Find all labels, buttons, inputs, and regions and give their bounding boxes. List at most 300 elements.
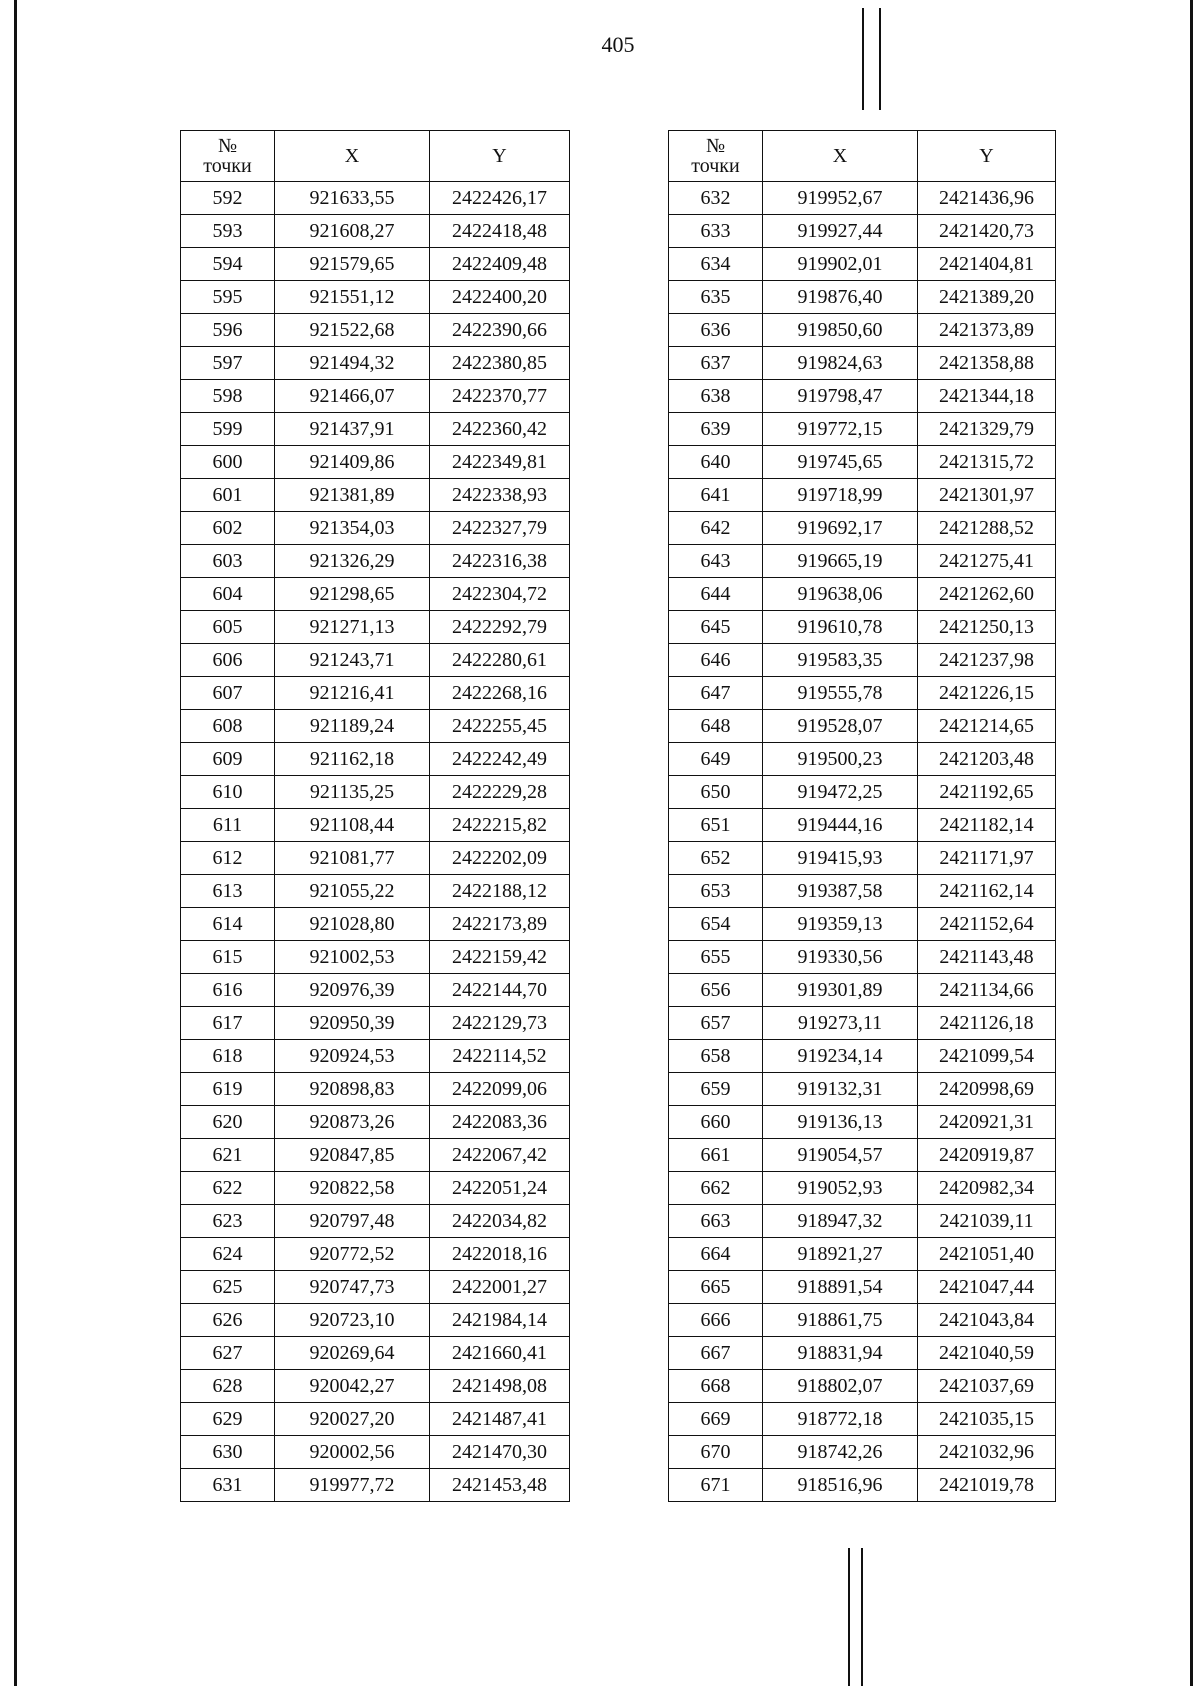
cell-x: 920873,26 [275, 1106, 430, 1139]
cell-point-number: 622 [181, 1172, 275, 1205]
cell-y: 2421498,08 [430, 1370, 570, 1403]
cell-point-number: 620 [181, 1106, 275, 1139]
cell-point-number: 651 [669, 809, 763, 842]
cell-y: 2421373,89 [918, 314, 1056, 347]
cell-y: 2422304,72 [430, 578, 570, 611]
table-row [669, 743, 1056, 776]
table-row [669, 1205, 1056, 1238]
cell-x: 919952,67 [763, 182, 918, 215]
table-row [181, 677, 570, 710]
table-row [181, 545, 570, 578]
cell-point-number: 607 [181, 677, 275, 710]
table-row [181, 611, 570, 644]
cell-x: 921579,65 [275, 248, 430, 281]
cell-point-number: 597 [181, 347, 275, 380]
table-row [669, 347, 1056, 380]
cell-y: 2422426,17 [430, 182, 570, 215]
cell-x: 919132,31 [763, 1073, 918, 1106]
cell-x: 918921,27 [763, 1238, 918, 1271]
table-row [181, 182, 570, 215]
cell-x: 919692,17 [763, 512, 918, 545]
cell-point-number: 668 [669, 1370, 763, 1403]
table-row [181, 1172, 570, 1205]
table-row [669, 545, 1056, 578]
cell-x: 920924,53 [275, 1040, 430, 1073]
table-row [181, 1205, 570, 1238]
table-row [669, 941, 1056, 974]
cell-point-number: 599 [181, 413, 275, 446]
cell-x: 919772,15 [763, 413, 918, 446]
cell-y: 2421487,41 [430, 1403, 570, 1436]
cell-y: 2422400,20 [430, 281, 570, 314]
cell-y: 2421039,11 [918, 1205, 1056, 1238]
cell-x: 921055,22 [275, 875, 430, 908]
cell-point-number: 619 [181, 1073, 275, 1106]
table-row [669, 776, 1056, 809]
cell-x: 921466,07 [275, 380, 430, 413]
cell-x: 921108,44 [275, 809, 430, 842]
cell-y: 2422202,09 [430, 842, 570, 875]
cell-x: 919234,14 [763, 1040, 918, 1073]
header-point-number [669, 131, 763, 182]
cell-x: 919745,65 [763, 446, 918, 479]
cell-x: 918802,07 [763, 1370, 918, 1403]
table-row [181, 512, 570, 545]
cell-y: 2421275,41 [918, 545, 1056, 578]
cell-x: 921608,27 [275, 215, 430, 248]
cell-x: 921028,80 [275, 908, 430, 941]
table-row [669, 248, 1056, 281]
cell-y: 2422129,73 [430, 1007, 570, 1040]
cell-point-number: 636 [669, 314, 763, 347]
cell-y: 2421344,18 [918, 380, 1056, 413]
cell-x: 921381,89 [275, 479, 430, 512]
cell-y: 2421192,65 [918, 776, 1056, 809]
cell-x: 920002,56 [275, 1436, 430, 1469]
table-row [669, 644, 1056, 677]
table-row [181, 446, 570, 479]
cell-point-number: 609 [181, 743, 275, 776]
table-row [181, 1007, 570, 1040]
table-row [669, 809, 1056, 842]
cell-point-number: 649 [669, 743, 763, 776]
cell-y: 2422083,36 [430, 1106, 570, 1139]
table-row [181, 644, 570, 677]
cell-point-number: 612 [181, 842, 275, 875]
cell-x: 921298,65 [275, 578, 430, 611]
table-row [181, 281, 570, 314]
cell-x: 919301,89 [763, 974, 918, 1007]
cell-point-number: 606 [181, 644, 275, 677]
table-row [669, 677, 1056, 710]
cell-point-number: 670 [669, 1436, 763, 1469]
cell-point-number: 601 [181, 479, 275, 512]
cell-point-number: 605 [181, 611, 275, 644]
cell-point-number: 667 [669, 1337, 763, 1370]
cell-point-number: 662 [669, 1172, 763, 1205]
cell-y: 2421315,72 [918, 446, 1056, 479]
cell-x: 919665,19 [763, 545, 918, 578]
cell-point-number: 637 [669, 347, 763, 380]
cell-point-number: 643 [669, 545, 763, 578]
page-number: 405 [601, 32, 635, 57]
cell-y: 2420919,87 [918, 1139, 1056, 1172]
cell-point-number: 655 [669, 941, 763, 974]
cell-x: 921162,18 [275, 743, 430, 776]
table-row [181, 1403, 570, 1436]
cell-y: 2422215,82 [430, 809, 570, 842]
cell-x: 920847,85 [275, 1139, 430, 1172]
table-row [669, 182, 1056, 215]
cell-point-number: 604 [181, 578, 275, 611]
cell-x: 920950,39 [275, 1007, 430, 1040]
cell-y: 2421660,41 [430, 1337, 570, 1370]
cell-x: 921633,55 [275, 182, 430, 215]
cell-y: 2421047,44 [918, 1271, 1056, 1304]
cell-x: 919977,72 [275, 1469, 430, 1502]
scan-mark-bottom-2 [861, 1548, 863, 1686]
table-row [669, 842, 1056, 875]
table-row [181, 1238, 570, 1271]
table-row [181, 479, 570, 512]
cell-x: 921081,77 [275, 842, 430, 875]
cell-x: 919528,07 [763, 710, 918, 743]
cell-x: 920772,52 [275, 1238, 430, 1271]
cell-point-number: 608 [181, 710, 275, 743]
table-row [669, 974, 1056, 1007]
scan-edge-right [1190, 0, 1193, 1686]
cell-point-number: 635 [669, 281, 763, 314]
cell-point-number: 603 [181, 545, 275, 578]
cell-point-number: 629 [181, 1403, 275, 1436]
cell-y: 2422280,61 [430, 644, 570, 677]
cell-point-number: 631 [181, 1469, 275, 1502]
cell-x: 919273,11 [763, 1007, 918, 1040]
cell-point-number: 665 [669, 1271, 763, 1304]
cell-y: 2422173,89 [430, 908, 570, 941]
cell-point-number: 610 [181, 776, 275, 809]
table-row [181, 1073, 570, 1106]
table-row [669, 1370, 1056, 1403]
table-row [669, 1139, 1056, 1172]
cell-point-number: 652 [669, 842, 763, 875]
table-row [181, 875, 570, 908]
cell-point-number: 653 [669, 875, 763, 908]
cell-y: 2422242,49 [430, 743, 570, 776]
cell-x: 919610,78 [763, 611, 918, 644]
table-row [669, 413, 1056, 446]
cell-x: 919472,25 [763, 776, 918, 809]
cell-x: 919444,16 [763, 809, 918, 842]
cell-point-number: 642 [669, 512, 763, 545]
table-row [181, 1106, 570, 1139]
cell-point-number: 658 [669, 1040, 763, 1073]
cell-x: 920723,10 [275, 1304, 430, 1337]
table-row [181, 380, 570, 413]
cell-point-number: 628 [181, 1370, 275, 1403]
cell-point-number: 618 [181, 1040, 275, 1073]
cell-point-number: 634 [669, 248, 763, 281]
cell-point-number: 656 [669, 974, 763, 1007]
cell-point-number: 644 [669, 578, 763, 611]
cell-point-number: 647 [669, 677, 763, 710]
table-row [669, 446, 1056, 479]
cell-point-number: 627 [181, 1337, 275, 1370]
cell-point-number: 659 [669, 1073, 763, 1106]
cell-x: 918891,54 [763, 1271, 918, 1304]
cell-y: 2422349,81 [430, 446, 570, 479]
table-row [669, 578, 1056, 611]
cell-y: 2421037,69 [918, 1370, 1056, 1403]
cell-point-number: 630 [181, 1436, 275, 1469]
cell-point-number: 615 [181, 941, 275, 974]
cell-y: 2421250,13 [918, 611, 1056, 644]
scan-mark-top-2 [879, 8, 881, 110]
table-row [181, 215, 570, 248]
cell-point-number: 617 [181, 1007, 275, 1040]
cell-point-number: 633 [669, 215, 763, 248]
cell-y: 2422099,06 [430, 1073, 570, 1106]
cell-point-number: 596 [181, 314, 275, 347]
table-row [669, 512, 1056, 545]
table-row [669, 1238, 1056, 1271]
table-row [669, 710, 1056, 743]
cell-x: 920898,83 [275, 1073, 430, 1106]
cell-x: 919500,23 [763, 743, 918, 776]
cell-point-number: 661 [669, 1139, 763, 1172]
cell-x: 919902,01 [763, 248, 918, 281]
table-row [669, 611, 1056, 644]
cell-point-number: 645 [669, 611, 763, 644]
cell-x: 919850,60 [763, 314, 918, 347]
cell-x: 918861,75 [763, 1304, 918, 1337]
cell-y: 2422051,24 [430, 1172, 570, 1205]
table-row [669, 1172, 1056, 1205]
table-row [669, 1106, 1056, 1139]
cell-y: 2421984,14 [430, 1304, 570, 1337]
cell-x: 919054,57 [763, 1139, 918, 1172]
cell-point-number: 616 [181, 974, 275, 1007]
table-row [181, 842, 570, 875]
cell-y: 2422067,42 [430, 1139, 570, 1172]
table-row [181, 710, 570, 743]
cell-x: 919359,13 [763, 908, 918, 941]
table-row [181, 413, 570, 446]
cell-point-number: 594 [181, 248, 275, 281]
cell-x: 921551,12 [275, 281, 430, 314]
header-num-word: точки [691, 155, 740, 177]
cell-y: 2422327,79 [430, 512, 570, 545]
table-row [181, 1337, 570, 1370]
table-row [181, 776, 570, 809]
cell-x: 921216,41 [275, 677, 430, 710]
cell-y: 2422390,66 [430, 314, 570, 347]
table-header-row [181, 131, 570, 182]
coordinates-table-left [180, 130, 570, 1502]
cell-y: 2422292,79 [430, 611, 570, 644]
table-row [181, 743, 570, 776]
cell-point-number: 666 [669, 1304, 763, 1337]
table-row [669, 875, 1056, 908]
cell-x: 920027,20 [275, 1403, 430, 1436]
cell-x: 919136,13 [763, 1106, 918, 1139]
cell-y: 2421162,14 [918, 875, 1056, 908]
cell-point-number: 660 [669, 1106, 763, 1139]
cell-x: 919638,06 [763, 578, 918, 611]
cell-point-number: 648 [669, 710, 763, 743]
scan-edge-left [14, 0, 17, 1686]
cell-x: 919824,63 [763, 347, 918, 380]
cell-point-number: 669 [669, 1403, 763, 1436]
cell-y: 2421237,98 [918, 644, 1056, 677]
cell-point-number: 593 [181, 215, 275, 248]
table-row [669, 1403, 1056, 1436]
cell-y: 2421470,30 [430, 1436, 570, 1469]
cell-point-number: 611 [181, 809, 275, 842]
cell-x: 919330,56 [763, 941, 918, 974]
cell-y: 2422159,42 [430, 941, 570, 974]
cell-point-number: 602 [181, 512, 275, 545]
cell-y: 2422188,12 [430, 875, 570, 908]
cell-y: 2422114,52 [430, 1040, 570, 1073]
table-row [181, 809, 570, 842]
cell-y: 2422034,82 [430, 1205, 570, 1238]
cell-y: 2420998,69 [918, 1073, 1056, 1106]
cell-x: 921437,91 [275, 413, 430, 446]
cell-point-number: 598 [181, 380, 275, 413]
table-row [181, 578, 570, 611]
cell-x: 919798,47 [763, 380, 918, 413]
table-row [181, 248, 570, 281]
cell-point-number: 657 [669, 1007, 763, 1040]
cell-y: 2421301,97 [918, 479, 1056, 512]
cell-x: 919718,99 [763, 479, 918, 512]
cell-point-number: 640 [669, 446, 763, 479]
cell-point-number: 614 [181, 908, 275, 941]
cell-x: 918947,32 [763, 1205, 918, 1238]
cell-x: 921354,03 [275, 512, 430, 545]
cell-y: 2421171,97 [918, 842, 1056, 875]
cell-x: 918772,18 [763, 1403, 918, 1436]
table-row [669, 314, 1056, 347]
scan-mark-top-1 [862, 8, 864, 110]
cell-y: 2421099,54 [918, 1040, 1056, 1073]
cell-point-number: 592 [181, 182, 275, 215]
table-row [669, 1073, 1056, 1106]
table-row [181, 1469, 570, 1502]
table-row [181, 1040, 570, 1073]
cell-y: 2421329,79 [918, 413, 1056, 446]
cell-point-number: 632 [669, 182, 763, 215]
cell-y: 2421203,48 [918, 743, 1056, 776]
cell-y: 2421043,84 [918, 1304, 1056, 1337]
cell-x: 921243,71 [275, 644, 430, 677]
cell-y: 2421126,18 [918, 1007, 1056, 1040]
cell-x: 918742,26 [763, 1436, 918, 1469]
table-row [181, 347, 570, 380]
cell-y: 2422316,38 [430, 545, 570, 578]
header-num-sign: № [217, 135, 238, 157]
cell-x: 921189,24 [275, 710, 430, 743]
header-point-number [181, 131, 275, 182]
header-x: X [275, 131, 430, 182]
cell-x: 920976,39 [275, 974, 430, 1007]
table-row [669, 215, 1056, 248]
table-row [181, 974, 570, 1007]
cell-y: 2421051,40 [918, 1238, 1056, 1271]
cell-point-number: 646 [669, 644, 763, 677]
cell-x: 919927,44 [763, 215, 918, 248]
table-row [669, 1304, 1056, 1337]
cell-x: 918516,96 [763, 1469, 918, 1502]
cell-point-number: 663 [669, 1205, 763, 1238]
cell-y: 2422018,16 [430, 1238, 570, 1271]
cell-x: 920797,48 [275, 1205, 430, 1238]
cell-y: 2421035,15 [918, 1403, 1056, 1436]
header-num-word: точки [203, 155, 252, 177]
cell-y: 2422380,85 [430, 347, 570, 380]
cell-y: 2421389,20 [918, 281, 1056, 314]
cell-x: 921494,32 [275, 347, 430, 380]
header-x: X [763, 131, 918, 182]
cell-y: 2421214,65 [918, 710, 1056, 743]
cell-y: 2421404,81 [918, 248, 1056, 281]
cell-y: 2421226,15 [918, 677, 1056, 710]
cell-x: 918831,94 [763, 1337, 918, 1370]
cell-x: 921409,86 [275, 446, 430, 479]
cell-y: 2422418,48 [430, 215, 570, 248]
cell-y: 2420982,34 [918, 1172, 1056, 1205]
cell-x: 921326,29 [275, 545, 430, 578]
header-y: Y [918, 131, 1056, 182]
cell-x: 919052,93 [763, 1172, 918, 1205]
cell-y: 2421420,73 [918, 215, 1056, 248]
cell-y: 2422001,27 [430, 1271, 570, 1304]
table-row [669, 1007, 1056, 1040]
table-row [181, 941, 570, 974]
cell-point-number: 613 [181, 875, 275, 908]
cell-point-number: 671 [669, 1469, 763, 1502]
table-row [669, 1337, 1056, 1370]
table-row [181, 1271, 570, 1304]
scan-mark-bottom-1 [848, 1548, 850, 1686]
table-row [669, 281, 1056, 314]
table-header-row [669, 131, 1056, 182]
cell-y: 2421436,96 [918, 182, 1056, 215]
cell-y: 2421288,52 [918, 512, 1056, 545]
cell-point-number: 623 [181, 1205, 275, 1238]
cell-y: 2422360,42 [430, 413, 570, 446]
cell-x: 919555,78 [763, 677, 918, 710]
cell-y: 2421453,48 [430, 1469, 570, 1502]
cell-x: 921522,68 [275, 314, 430, 347]
header-num-sign: № [705, 135, 726, 157]
cell-y: 2421182,14 [918, 809, 1056, 842]
cell-point-number: 639 [669, 413, 763, 446]
table-row [181, 1304, 570, 1337]
table-row [669, 908, 1056, 941]
cell-y: 2420921,31 [918, 1106, 1056, 1139]
table-row [669, 380, 1056, 413]
cell-y: 2421019,78 [918, 1469, 1056, 1502]
cell-x: 920822,58 [275, 1172, 430, 1205]
cell-point-number: 654 [669, 908, 763, 941]
cell-y: 2422268,16 [430, 677, 570, 710]
cell-x: 919387,58 [763, 875, 918, 908]
table-row [181, 1370, 570, 1403]
cell-point-number: 664 [669, 1238, 763, 1271]
coordinates-table-right [668, 130, 1056, 1502]
